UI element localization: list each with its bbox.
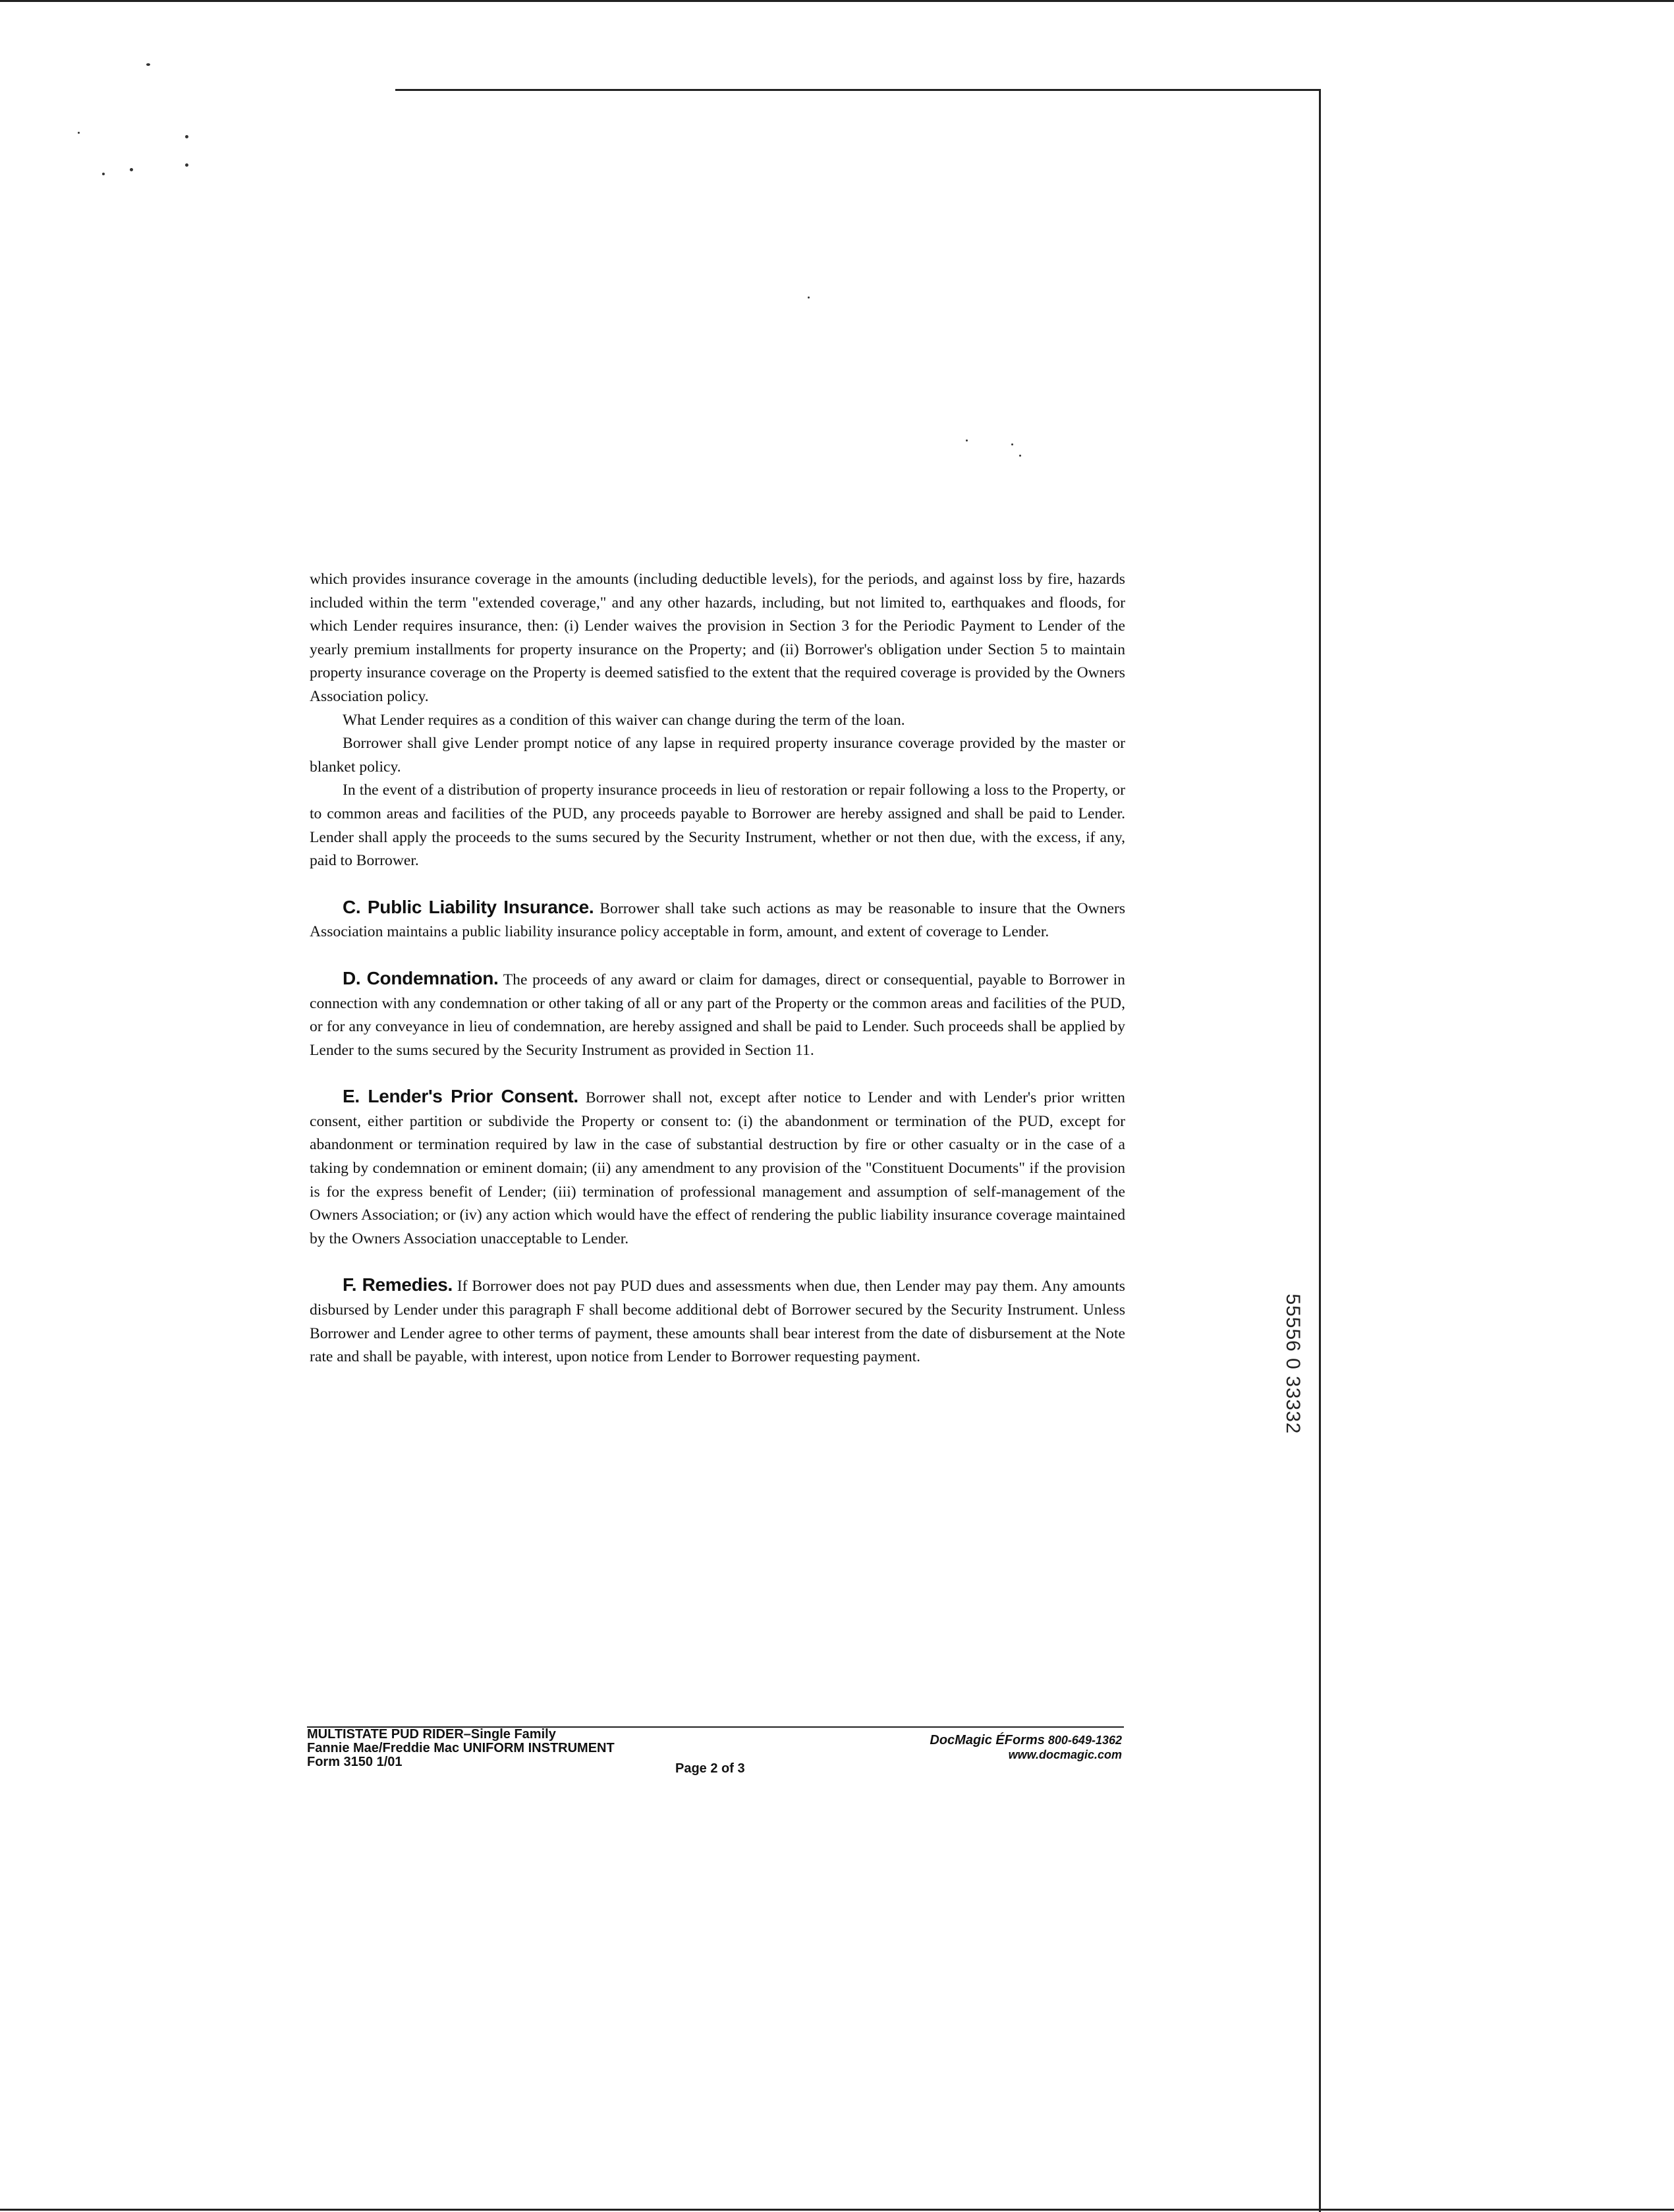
scan-speck: [102, 173, 105, 175]
section-lenders-prior-consent: [310, 1085, 1125, 1251]
publisher-website: www.docmagic.com: [1008, 1748, 1122, 1761]
section-heading: C. Public Liability Insurance.: [343, 896, 594, 917]
scan-speck: [146, 63, 150, 66]
section-heading: D. Condemnation.: [343, 967, 499, 988]
footer-page-number: Page 2 of 3: [675, 1761, 745, 1776]
scan-speck: [808, 297, 810, 298]
paragraph-insurance-proceeds: In the event of a distribution of property insurance proceeds in lieu of restoration or repair following a loss to the Property, or to common areas and facilities of the PUD, any proceeds payable to Borrower are hereby assigned and shall be paid to Lender. Lender shall apply the proceeds to the sums secured by the Security Instrument, whether or not then due, with the excess, if any, paid to Borrower.: [310, 781, 1125, 870]
section-body: Borrower shall take such actions as may be reasonable to insure that the Owners Association maintains a public liability insurance policy acceptable in form, amount, and extent of coverage to Lender.: [310, 899, 1125, 941]
footer-form-instrument: Fannie Mae/Freddie Mac UNIFORM INSTRUMENT: [307, 1741, 615, 1755]
footer-form-number: Form 3150 1/01: [307, 1755, 403, 1769]
scan-speck: [185, 135, 188, 138]
scan-speck: [966, 440, 968, 441]
section-remedies: [310, 1273, 1125, 1369]
scan-speck: [1019, 455, 1021, 457]
footer-form-info: [307, 1728, 615, 1769]
section-heading: F. Remedies.: [343, 1274, 453, 1295]
scan-speck: [1011, 443, 1013, 445]
scan-bottom-edge: [0, 2209, 1674, 2211]
section-public-liability: [310, 895, 1125, 944]
section-body: The proceeds of any award or claim for damages, direct or consequential, payable to Borrower in connection with any condemnation or other taking of all or any part of the Property or the common areas and facilities of the PUD, or for any conveyance in lieu of condemnation, are hereby assigned and shall be paid to Lender. Such proceeds shall be applied by Lender to the sums secured by the Security Instrument as provided in Section 11.: [310, 971, 1125, 1059]
footer-form-title: MULTISTATE PUD RIDER–Single Family: [307, 1727, 556, 1742]
paragraph-insurance-waiver: which provides insurance coverage in the amounts (including deductible levels), for the periods, and against loss by fire, hazards included within the term "extended coverage," and any other hazards, including, but not limited to, earthquakes and floods, for which Lender requires insurance, then: (i) Lender waives the provision in Section 3 for the Periodic Payment to Lender of the yearly premium installments for property insurance on the Property; and (ii) Borrower's obligation under Section 5 to maintain property insurance coverage on the Property is deemed satisfied to the extent that the required coverage is provided by the Owners Association policy.: [310, 571, 1125, 705]
scan-top-edge: [0, 0, 1674, 2]
page-frame-right-border: [1319, 89, 1321, 2212]
section-body: Borrower shall not, except after notice to Lender and with Lender's prior written consent, either partition or subdivide the Property or consent to: (i) the abandonment or termination of the PUD, except for abandonment or termination required by law in the case of substantial destruction by fire or other casualty or in the case of a taking by condemnation or eminent domain; (ii) any amendment to any provision of the "Constituent Documents" if the provision is for the express benefit of Lender; (iii) termination of professional management and assumption of self-management of the Owners Association; or (iv) any action which would have the effect of rendering the public liability insurance coverage maintained by the Owners Association unacceptable to Lender.: [310, 1089, 1125, 1247]
publisher-brand: DocMagic ÉForms: [930, 1733, 1045, 1747]
paragraph-waiver-change: What Lender requires as a condition of this waiver can change during the term of the loan.: [343, 711, 905, 729]
page-frame-top-border: [395, 89, 1321, 91]
scan-speck: [130, 168, 133, 171]
paragraph-lapse-notice: Borrower shall give Lender prompt notice of any lapse in required property insurance coverage provided by the master or blanket policy.: [310, 735, 1125, 776]
section-condemnation: [310, 967, 1125, 1062]
section-heading: E. Lender's Prior Consent.: [343, 1086, 578, 1107]
section-body: If Borrower does not pay PUD dues and assessments when due, then Lender may pay them. Any amounts disbursed by Lender under this paragraph F shall become additional debt of Borrower secured by the Security Instrument. Unless Borrower and Lender agree to other terms of payment, these amounts shall bear interest from the date of disbursement at the Note rate and shall be payable, with interest, upon notice from Lender to Borrower requesting payment.: [310, 1278, 1125, 1366]
stamp-text: 55556 0 33332: [1282, 1293, 1304, 1434]
side-document-number-stamp: [1281, 1265, 1304, 1463]
scan-speck: [78, 132, 80, 134]
document-body: [310, 568, 1125, 1369]
footer-publisher: [930, 1733, 1122, 1762]
scan-speck: [185, 163, 188, 167]
publisher-phone: 800-649-1362: [1047, 1734, 1122, 1747]
